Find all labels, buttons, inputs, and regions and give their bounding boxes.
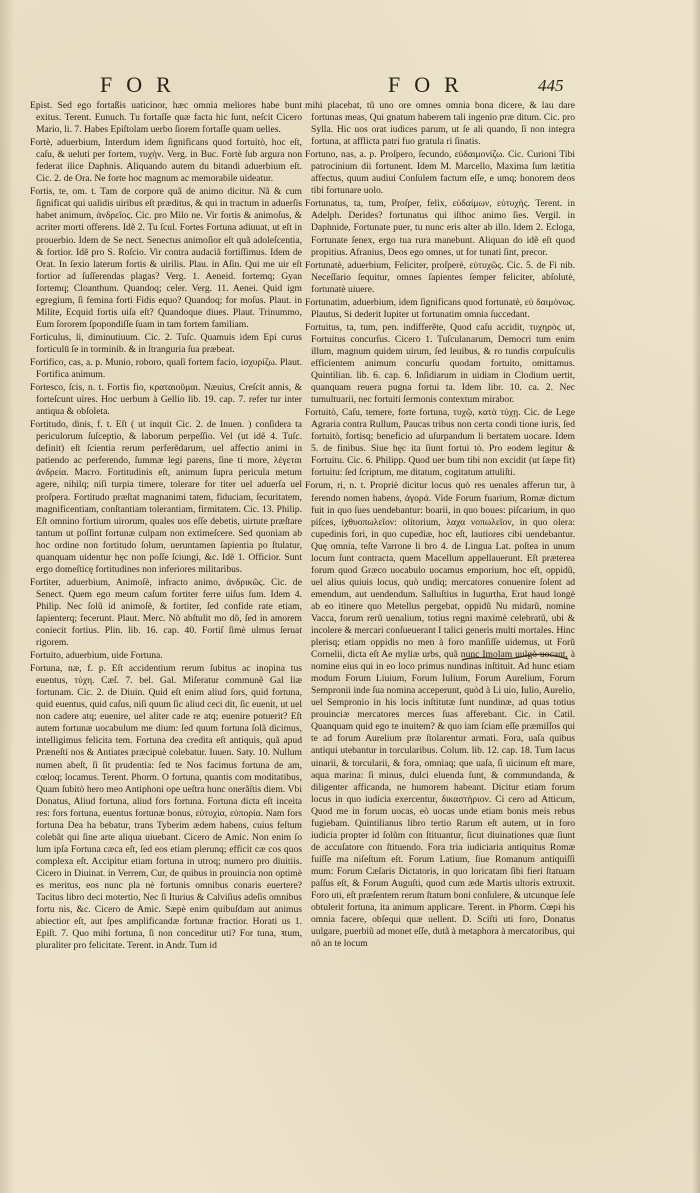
entry-fortifico: Fortifico, cas, a. p. Munio, roboro, quaſi fortem facio, ἰσχυρίζω. Plaut. Fortifica animum. (30, 356, 302, 381)
entry-forticulus: Forticulus, li, diminutiuum. Cic. 2. Tuſc. Quamuis idem Epi curus forticulū ſe in torminib. & in ſtranguria ſua præbeat. (30, 331, 302, 355)
entry-fortunatim: Fortunatim, aduerbium, idem ſignificans quod fortunatè, εὐ δαιμόνως. Plautus, Si dederit Iupiter ut fortunatim omnia ſuccedant. (305, 296, 575, 320)
entry-forte: Fortè, aduerbium, Interdum idem ſignificans quod fortuitò, hoc eſt, caſu, & ueluti per fortem, τυχὴν. Verg. in Buc. Fortè ſub argura non federat ilice Daphnis. Aliquando autem du bitandi aduerbium eſt. Cic. 2. de Ora. Ne forte hoc magnum ac memorabile uideatur. (30, 137, 302, 185)
entry-fortitudo: Fortitudo, dinis, f. t. Eſt ( ut inquit Cic. 2. de Inuen. ) conſidera ta periculorum ſuſceptio, & laborum perpeſſio. Vel (ut idẽ 4. Tuſc. definit) eſt ſcientia rerum perferẽdarum, uel affectio animi in patiendo ac perferendo, ſummæ legi parens, ſine ti more, λέγεται ἀνδρεία. Macro. Fortitudinis eſt, animum ſupra pericula metum agere, nihilq; niſi turpia timere, tolerare for titer uel aduerſa uel proſpera. Fortitudo præſtat magnanimi tatem, fiduciam, ſecuritatem, magnificentiam, conſtantiam tolerantiam, firmitatem. Cic. 13. Philip. Eſt omnino fortium uirorum, quales uos eſſe debetis, uirtute præſtare tantum ut poſſint fortunæ culpam non extimeſcere. Sed quoniam ab hoc ordine non fortitudo ſolum, ueruntamen ſapientia po ſtulatur, quanquam uidentur hęc non poſſe ſciungi, &c. Idẽ 1. Officior. Sunt ergo domeſticę fortitudines non inferiores militaribus. (30, 419, 302, 575)
page-number: 445 (538, 76, 564, 95)
entry-fortunatus: Fortunatus, ta, tum, Proſper, felix, εὐδαίμων, εὐτυχὴς. Terent. in Adelph. Derides? fortunatus qui iſthoc animo ſies. Vergil. in Daphnide, Fortunate puer, tu nunc eris alter ab illo. Idem 2. Ecloga, Fortunate ſenex, ergo tua rura manebunt. Aliquan do idẽ eſt quod propitius. Afranius, Deos ego omnes, ut for tunati ſint, precor. (305, 198, 575, 258)
header-left-word: FOR (100, 72, 185, 97)
left-column (30, 100, 302, 1160)
entry-fortuitus: Fortuitus, ta, tum, pen. indifferẽte, Quod caſu accidit, τυχηρὸς ut, Fortuitus concurſus. Cicero 1. Tuſculanarum, Democri tum enim illum, magnum quidem uirum, ſed leuibus, & ro tundis corpuſculis efficientem animum concurſu quodam fortuito, omittamus. Quintilian. lib. 6. cap. 6. Inſidiarum in uidiam in Clodium uertit, quanquam reuera pugna fortui ta. Idem libr. 10. ca. 2. Nec tumultuarii, nec fortuiti ſermonis contextum mirabor. (305, 321, 575, 406)
page-right-shadow (692, 0, 700, 1193)
entry-fortiter: Fortiter, aduerbium, Animoſè, infracto animo, ἀνδρικῶς. Cic. de Senect. Quem ego meum caſum fortiter ferre uiſus ſum. Idem 4. Philip. Nec ſolũ id animoſè, & fortiter, ſed confide rate etiam, ſapienterq; fecerunt. Plaut. Merc. Nõ abſtulit mo dõ, ſed in amorem coniecit fortius. Plin. lib. 16. cap. 40. Fortiſ ſimè ulmus ſeruat rigorem. (30, 576, 302, 649)
entry-fortuito-ref: Fortuito, aduerbium, uide Fortuna. (30, 650, 163, 662)
running-header (0, 72, 700, 102)
header-right-word: FOR (388, 72, 473, 97)
ink-strike-mark-icon (460, 652, 570, 664)
entry-fortunate: Fortunatè, aduerbium, Feliciter, proſperè, εὐτυχῶς. Cic. 5. de Fi nib. Neceſſario ſequitur, omnes ſapientes ſemper feliciter, abſolutè, fortunatè uiuere. (305, 259, 575, 295)
entry-forum: Forum, ri, n. t. Propriè dicitur locus quò res uenales afferun tur, à ferendo nomen habens, ἀγορά. Vide Forum fuarium, Romæ dictum fuit in quo ſues uendebantur: boarii, in quo boues: piſcarium, in quo piſces, ἰχθυοπωλεῖον: olitorium, λαχα νοπωλεῖον, in quo olera: cupedinis fori, in quo cupediæ, hoc eſt, lautiores cibi uendebantur. Quę omnia, teſte Varrone li bro 4. de Lingua Lat. poſtea in unum locum ſunt contracta, quem Macellum appellauerunt. Eſt præterea forum quod Græco uocabulo uocamus emporium, hoc eſt, oppidũ, uel alius quiuis locus, quò undiq; mercatores conuenire ſolent ad emendum, aut uendendum. Salluſtius in Iugurtha, Erat haud longè ab eo itinere quo Metellus pergebat, oppidũ Nu midarũ, nomine Vacca, forum rerũ uenalium, totius regni maximè celebratũ, ubi & incolere & mercari conſueuerant I talici generis multi mortales. Hinc plerisq; etiam oppidis no men à foro manſiſſe uidemus, ut Forũ Cornelii, dicta eſt Ae myliæ urbs, quã nunc Imolam uulgò uocant, à nomine eius qui in eo loco primus nundinas inſtituit. Ad hunc etiam modum Forum Liuium, Forum Iulium, Forum Aurelium, Forum Sempronii inde ſua nomina acceperunt, quòd à Li uio, Iulio, Aurelio, uel Sempronio in his locis inſtitutæ ſunt nundinæ, ad quas totius prouinciæ mercatores merces ſuas afferebant. Cic. in Catil. Quanquam quid ego te inuitem? & quo iam ſciam eſſe præmiſſos qui te ad forum Aurelium præ ſtolarentur armati. Fora, uaſa quibus antiqui utebantur in torcularibus. Colum. lib. 12. cap. 18. Tum lacus uinarii, & torcularii, & fora, omniaq; que uaſa, ſi uicinum eſt mare, aqua marina: ſi minus, dulci eluenda ſunt, & commundanda, & diligenter afficanda, ne humorem habeant. Dicitur etiam forum locus in quo iudicia exercentur, δικαστήριον. Ci cero ad Atticum, Quod me in forum uocas, eò uocas unde etiam bonis meis rebus fugiebam. Quintilianus libro tertio Rarum eſt autem, ut in foro iudicia propter id ſolũm con ſtituantur, ſicut diuinationes quæ ſiunt de accuſatore con ſtituendo. Fora tria iudiciaria antiquitus Romæ fuiſſe ma niſeſtum eſt. Forum Latium, ſiue Romanum antiquiſſi mum: Forum Cæſaris Dictatoris, in quo loricatam ſibi fieri ſtatuam paſſus eſt, & Forum Auguſti, quod cum æde Martis ultoris extruxit. Foro uti, eſt præſentem rerum ſtatum boni conſulere, & utcunque ſeſe obtulerit fortuna, ita animum applicare. Terent. in Phorm. Cœpi his omnia facere, obſequi quæ uellent. D. Sciſti uti foro, Donatus uulgare, puerbiũ ad monet eſſe, dutã à metaphora à mercatoribus, qui nõ an te locum (305, 480, 575, 950)
entry-fortesco: Fortesco, ſcis, n. t. Fortis fio, κραταιοῦμαι. Næuius, Creſcit annis, & forteſcunt uires. Hoc uerbum à Gellio lib. 19. cap. 7. refer tur inter antiqua & obſoleta. (30, 382, 302, 418)
entry-fortuito: Fortuitò, Caſu, temere, forte fortuna, τυχῷ, κατὰ τύχῃ. Cic. de Lege Agraria contra Rullum, Paucas tribus non certa condi tione iuris, ſed fortuitò, fortisq; beneficio ad uſurpandum li bertatem uocare. Idem 5. de finibus. Siue hęc ita ſiunt fortui tò. Pro eodem legitur & Fortuitu. Cic. 6. Philipp. Quod uer bum tibi non excidit (ut ſæpe fit) fortuitu: ſed ſcriptum, me ditatum, cogitatum attuliſti. (305, 407, 575, 479)
right-column (305, 100, 575, 1160)
entry-continuation: mihi placebat, tũ uno ore omnes omnia bona dicere, & lau dare fortunas meas, Qui gnatum haberem tali ingenio præ ditum. Cic. pro Sylla. Hic uos orat iudices parum, ut ſe ali quando, ſi non integra fortuna, at afflicta patri fuo gratula ri ſinatis. (305, 100, 575, 148)
page-left-shadow (0, 0, 14, 1193)
entry-fortuna: Fortuna, næ, f. p. Eſt accidentium rerum ſubitus ac inopina tus euentus, τύχη. Cæſ. 7. bel. Gal. Miſeratur communẽ Gal liæ fortunam. Cic. 2. de Diuin. Quid eſt enim aliud ſors, quid fortuna, quid euentus, quid caſus, niſi quum ſic aliud ceci dit, ſic euenit, ut uel non cadere atq; euenire, uel aliter cade re atq; euenire potuerit? Eſt autem fortunæ uocabulum me dium: ſed quum fortuna ſolã dicimus, intelligimus felicita tem. Fortuna dea credita eſt antiquis, quã apud Præneſti nos & Antiates præcipuè colebatur. Iuuen. Saty. 10. Nullum numen abeſt, ſi ſit prudentia: ſed te Nos facimus fortuna de am, cœloq; locamus. Terent. Phorm. O fortuna, quantis com moditatibus, Quam ſubitò hero meo Antiphoni ope ueſtra hunc onerãſtis diem. Vbi Donatus, Aliud fortuna, aliud fors fortuna. Fortuna dicta eſt inceita res: fors fortuna, euentus fortunæ bonus, εὐτυχία, εὐπορία. Nam fors fortuna Dea ha bebatur, trans Tyberim ædem habens, cuius feſtum colebãt qui ſine arte aliqua uiuebant. Cicero de Amic. Non enim ſo lum ipſa Fortuna cæca eſt, ſed eos etiam plerunq; efficit cæ cos quos complexa eſt. Accipitur etiam fortuna in utroq; numero pro diuitiis. Cicero in Diuinat. in Verrem, Cur, de quibus in prouincia non optimè es meritus, eos nunc pla nè fortunis omnibus conaris euertere? Tacitus libro deci motertio, Nec ſi Iturius & Calviſius adeſis omnibus fortu nis, &c. Cicero de Amic. Sæpè enim quibuſdam aut animus abiectior eſt, aut ſpes amplificandæ fortunæ fractior. Horati us 1. Epiſt. 7. Quo mihi fortuna, ſi non conceditur uti? For tuna, ꝛtum, pluraliter pro felicitate. Terent. in Andr. Tum id (30, 663, 302, 952)
entry-fortassis: Epist. Sed ego fortaßis uaticinor, hæc omnia meliores habe bunt exitus. Terent. Eunuch. Tu fortaſſe quæ facta hic ſunt, neſcit Cicero Mario, li. 7. Habes Epiſtolam uerbo ſiorem fortaſſe quam uelles. (30, 100, 302, 136)
entry-fortis: Fortis, te, om. t. Tam de corpore quã de animo dicitur. Nã & cum ſignificat qui ualidis uiribus eſt præditus, & qui in tractum in aduerſis habet animum, ἀνδρεῖος. Cic. pro Milo ne. Vir fortis & animoſus, & acriter morti offerens. Idẽ 2. Tu ſcul. Fortes Fortuna adiuuat, ut eſt in prouerbio. Idem de Se nect. Senectus animoſior eſt quã adoleſcentia, & fortior. Idẽ pro S. Roſcio. Vir contra audaciã fortiſſimus. Idem de Orat. In ſexio laterum fortis & uirilis. Plau. in Aſin. Qui me uir eſt fortior ad ſuſſerendas plagas? Verg. 1. Aeneid. fortemq; Gyan fortemq; Cloanthum. Quandoq; celer. Verg. 11. Aenei. Quid igm egregium, ſi femina forti Fidis equo? Quandoq; for moſus. Plaut. in Milite, Ecquid fortis uiſa eſt? Quandoque diues. Plaut. Trinummo, Eum ſororem ſpopondiſſe ſuam in tam fortem familiam. (30, 186, 302, 330)
entry-fortuno: Fortuno, nas, a. p. Proſpero, ſecundo, εὐδαιμονίζω. Cic. Curioni Tibi patrocinium dii fortunent. Idem M. Marcello, Maxima ſum lætitia affectus, quum audiui Conſulem factum eſſe, e umq; honorem deos tibi fortunare uolo. (305, 149, 575, 197)
